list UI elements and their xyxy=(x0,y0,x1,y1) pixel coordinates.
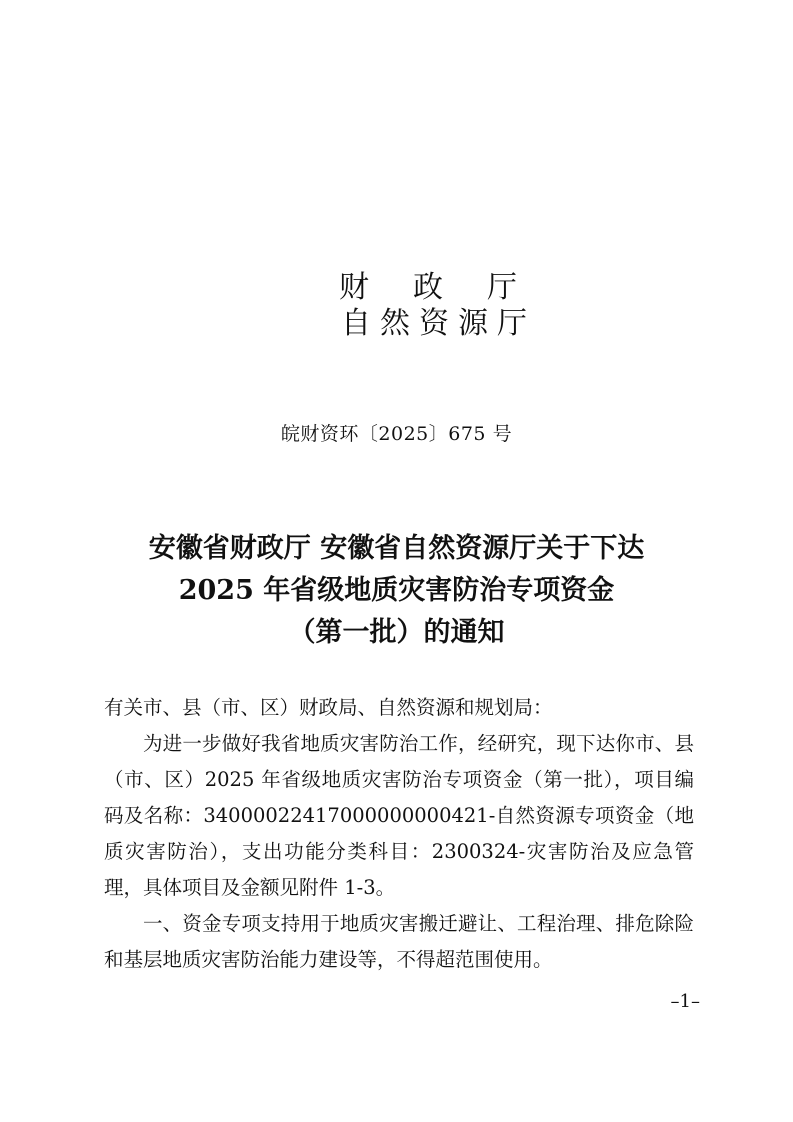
title-line-3: （第一批）的通知 xyxy=(288,617,505,648)
document-body xyxy=(104,690,694,978)
salutation: 有关市、县（市、区）财政局、自然资源和规划局： xyxy=(104,696,553,719)
title-line-1: 安徽省财政厅 安徽省自然资源厅关于下达 xyxy=(148,533,645,564)
issuer-natural-resources-department: 自然资源厅 xyxy=(341,306,536,341)
page-number: –1– xyxy=(670,991,700,1012)
body-paragraph-1: 为进一步做好我省地质灾害防治工作，经研究，现下达你市、县（市、区）2025 年省级地质灾害防治专项资金（第一批），项目编码及名称：34000022417000000000421-自然资源专项资金（地质灾害防治），支出功能分类科目：2300324-灾害防治及应急管理，具体项目及金额见附件 1-3。 xyxy=(104,732,694,899)
issuer-finance-department: 财政厅 xyxy=(339,270,561,305)
document-title xyxy=(0,528,793,654)
title-line-2: 2025 年省级地质灾害防治专项资金 xyxy=(178,575,615,606)
body-paragraph-2: 一、资金专项支持用于地质灾害搬迁避让、工程治理、排危除险和基层地质灾害防治能力建设等，不得超范围使用。 xyxy=(104,912,694,971)
document-number: 皖财资环〔2025〕675 号 xyxy=(280,423,513,445)
